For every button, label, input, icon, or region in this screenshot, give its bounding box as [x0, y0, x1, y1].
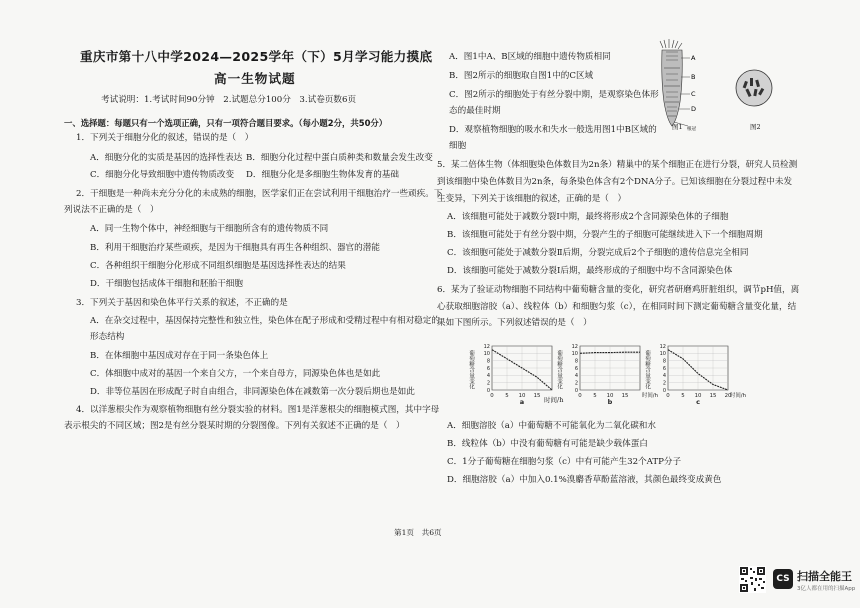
q4-option-a: A．图1中A、B区域的细胞中遗传物质相同	[449, 52, 611, 62]
q6-stem-3: 果如下图所示。下列叙述错误的是（ ）	[437, 318, 592, 328]
q5-option-d: D．该细胞可能处于减数分裂Ⅰ后期，最终形成的子细胞中均不含同源染色体	[447, 266, 733, 276]
chart-a-xtick: 5	[505, 393, 509, 399]
q6-option-c: C．1分子葡萄糖在细胞匀浆（c）中有可能产生32个ATP分子	[447, 457, 682, 467]
fig2-caption: 图2	[750, 123, 761, 131]
q3-option-d: D．非等位基因在形成配子时自由组合，非同源染色体在减数第一次分裂后期也是如此	[90, 387, 415, 397]
fig1-label-b: B	[691, 73, 696, 81]
q1-option-a: A．细胞分化的实质是基因的选择性表达	[90, 153, 243, 163]
chart-c-title: c	[696, 398, 700, 406]
q6-option-b: B．线粒体（b）中没有葡萄糖有可能是缺少载体蛋白	[447, 439, 648, 449]
chart-a-ytick: 10	[483, 351, 490, 358]
chart-a-xtick: 10	[518, 393, 526, 399]
exam-info: 考试说明：1.考试时间90分钟 2.试题总分100分 3.试卷页数6页	[101, 95, 357, 105]
chart-a-ytick: 6	[486, 365, 490, 372]
q1-option-c: C．细胞分化导致细胞中遗传物质改变	[90, 170, 235, 180]
q2-stem-1: 2．干细胞是一种尚未充分分化的未成熟的细胞，医学家们正在尝试利用干细胞治疗一些顽疾。下	[76, 189, 443, 199]
chart-b-ytick: 2	[574, 380, 578, 387]
exam-subtitle: 高一生物试题	[214, 71, 296, 86]
chart-c-xtick: 0	[666, 393, 670, 399]
chart-b-ytick: 6	[574, 365, 578, 372]
q4-stem-2: 表示根尖的不同区域；图2是有丝分裂某时期的分裂图像。下列有关叙述不正确的是（ ）	[64, 421, 405, 431]
q1-option-d: D．细胞分化是多细胞生物体发育的基础	[246, 170, 399, 180]
fig1-caption: 图1	[672, 123, 683, 131]
chart-c-xlabel: 时间/h	[730, 393, 747, 399]
chart-b-xlabel: 时间/h	[642, 393, 659, 399]
camscanner-subtitle: 3亿人都在用的扫描App	[797, 586, 856, 592]
chart-c-xtick: 20	[724, 393, 732, 399]
q4-stem-1: 4．以洋葱根尖作为观察植物细胞有丝分裂实验的材料。图1是洋葱根尖的细胞模式图，其中字母	[76, 405, 440, 415]
q2-option-a: A．同一生物个体中，神经细胞与干细胞所含有的遗传物质不同	[90, 224, 329, 234]
chart-b-xtick: 5	[593, 393, 597, 399]
chart-b-ytick: 12	[571, 343, 578, 350]
root-hairs	[660, 39, 682, 49]
chart-a-xtick: 0	[490, 393, 494, 399]
q5-option-b: B．该细胞可能处于有丝分裂中期，分裂产生的子细胞可能继续进入下一个细胞周期	[447, 230, 763, 240]
q4-option-b: B．图2所示的细胞取自图1中的C区域	[449, 71, 594, 81]
q3-option-a-1: A．在杂交过程中，基因保持完整性和独立性，染色体在配子形成和受精过程中有相对稳定的	[90, 316, 440, 326]
q5-stem-1: 5．某二倍体生物（体细胞染色体数目为2n条）精巢中的某个细胞正在进行分裂，研究人员检测	[437, 160, 798, 170]
glucose-charts	[468, 336, 747, 412]
camscanner-title: 扫描全能王	[797, 570, 852, 583]
q6-option-a: A．细胞溶胶（a）中葡萄糖不可能氧化为二氧化碳和水	[447, 421, 656, 431]
chart-a-xtick: 15	[533, 393, 541, 399]
q4-option-c-2: 态的最佳时期	[449, 106, 501, 116]
chart-c-ytick: 10	[659, 351, 666, 358]
q5-stem-3: 生变异，下列关于该细胞的叙述，正确的是（ ）	[437, 194, 627, 204]
chart-c-xtick: 15	[709, 393, 717, 399]
page-footer: 第1页 共6页	[394, 528, 442, 537]
fig1-label-d: D	[691, 105, 697, 113]
chart-c-ytick: 8	[662, 358, 666, 365]
chart-b-xtick: 0	[578, 393, 582, 399]
q4-option-d-2: 细胞	[449, 141, 467, 151]
dividing-cell-figure	[734, 68, 774, 108]
chart-a-ytick: 8	[486, 358, 490, 365]
chart-a-ytick: 12	[483, 343, 490, 350]
fig1-label-c: C	[691, 90, 696, 98]
q3-option-a-2: 形态结构	[90, 332, 125, 342]
chart-b-xtick: 15	[621, 393, 629, 399]
chart-c-ytick: 12	[659, 343, 666, 350]
q4-option-d-1: D．观察植物细胞的吸水和失水一般选用图1中B区域的	[449, 125, 657, 135]
root-tip-figure	[652, 40, 704, 132]
q6-stem-1: 6．某为了验证动物细胞不同结构中葡萄糖含量的变化，研究者研磨鸡肝脏组织，调节pH值，离	[437, 285, 800, 295]
chart-c-xtick: 10	[694, 393, 702, 399]
q6-stem-2: 心获取细胞溶胶（a）、线粒体（b）和细胞匀浆（c），在相同时间下测定葡萄糖含量变化量，结	[437, 302, 797, 312]
q2-option-b: B．利用干细胞治疗某些顽疾，是因为干细胞具有再生各种组织、器官的潜能	[90, 243, 380, 253]
q3-option-b: B．在体细胞中基因成对存在于同一条染色体上	[90, 351, 269, 361]
chart-b-title: b	[607, 398, 613, 406]
fig1-tip-label: 根冠	[687, 127, 696, 132]
q1-stem: 1．下列关于细胞分化的叙述，错误的是（ ）	[76, 133, 254, 143]
qr-code-icon	[739, 566, 766, 593]
q6-option-d: D．细胞溶胶（a）中加入0.1%溴麝香草酚蓝溶液，其颜色最终变成黄色	[447, 475, 722, 485]
q5-stem-2: 到该细胞中染色体数目为2n条，每条染色体含有2个DNA分子。已知该细胞在分裂过程中未发	[437, 177, 793, 187]
q5-option-c: C．该细胞可能处于减数分裂Ⅱ后期，分裂完成后2个子细胞的遗传信息完全相同	[447, 248, 749, 258]
chart-c-ytick: 2	[662, 380, 666, 387]
chart-a-ytick: 0	[486, 387, 490, 394]
chart-a-ytick: 4	[486, 373, 490, 380]
q2-option-c: C．各种组织干细胞分化形成不同组织细胞是基因选择性表达的结果	[90, 261, 346, 271]
chart-c-xtick: 5	[681, 393, 685, 399]
chart-b-ytick: 10	[571, 351, 578, 358]
chart-b-xtick: 10	[606, 393, 614, 399]
chart-a-time-label: 时间/h	[544, 396, 564, 404]
q2-stem-2: 列说法不正确的是（ ）	[64, 205, 159, 215]
exam-title: 重庆市第十八中学2024—2025学年（下）5月学习能力摸底	[80, 49, 433, 64]
camscanner-logo: CS	[773, 569, 793, 589]
chart-b-ylabel: 葡萄糖含量变化	[556, 350, 562, 390]
chart-c-ytick: 4	[662, 373, 666, 380]
section1-heading: 一、选择题：每题只有一个选项正确，只有一项符合题目要求。（每小题2分，共50分）	[64, 118, 388, 128]
chart-a-title: a	[519, 398, 525, 406]
q3-stem: 3．下列关于基因和染色体平行关系的叙述，不正确的是	[76, 298, 288, 308]
root-body	[662, 50, 683, 126]
chart-c-ytick: 0	[662, 387, 666, 394]
chart-a-ytick: 2	[486, 380, 490, 387]
chart-c-ylabel: 葡萄糖含量变化	[644, 350, 650, 390]
chart-b-ytick: 4	[574, 373, 578, 380]
chart-a-ylabel: 葡萄糖含量变化	[468, 350, 474, 390]
chart-b-ytick: 8	[574, 358, 578, 365]
q5-option-a: A．该细胞可能处于减数分裂Ⅰ中期，最终将形成2个含同源染色体的子细胞	[447, 212, 729, 222]
q3-option-c: C．体细胞中成对的基因一个来自父方，一个来自母方，同源染色体也是如此	[90, 369, 381, 379]
cell-membrane	[736, 70, 772, 106]
q2-option-d: D．干细胞包括成体干细胞和胚胎干细胞	[90, 279, 243, 289]
fig1-label-a: A	[691, 54, 696, 62]
chart-c-ytick: 6	[662, 365, 666, 372]
q4-option-c-1: C．图2所示的细胞处于有丝分裂中期，是观察染色体形	[449, 90, 659, 100]
q1-option-b: B．细胞分化过程中蛋白质种类和数量会发生改变	[246, 153, 433, 163]
chart-b-ytick: 0	[574, 387, 578, 394]
